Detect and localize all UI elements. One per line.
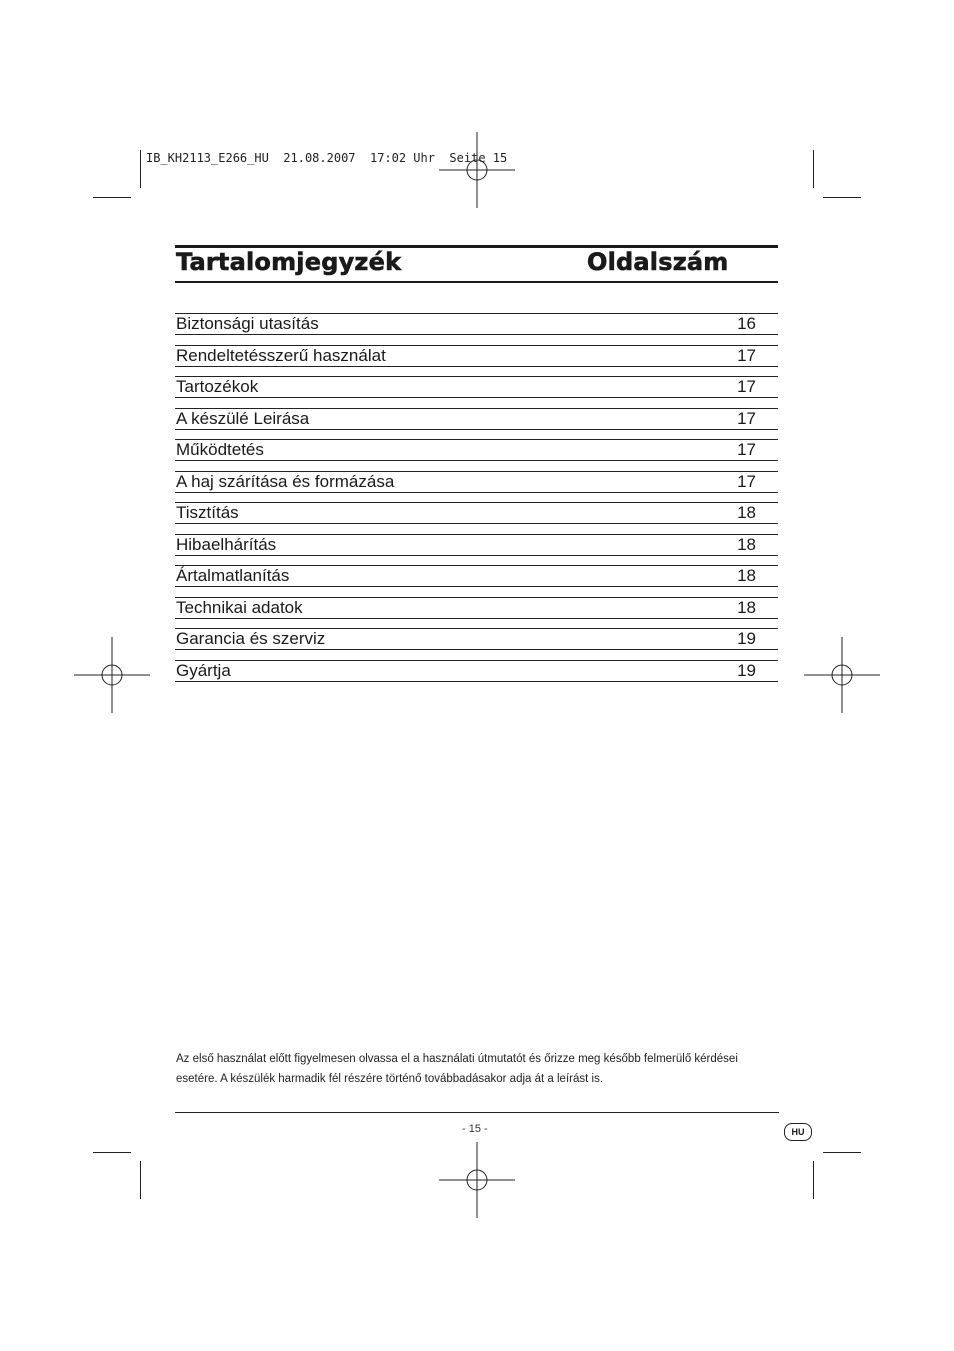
toc-entry-page: 18: [737, 597, 756, 617]
registration-mark-right: [804, 637, 880, 713]
page-column-heading: Oldalszám: [587, 248, 729, 276]
toc-entry-page: 19: [737, 660, 756, 680]
crop-mark-top-right-h: [823, 197, 861, 198]
toc-entry-title: Ártalmatlanítás: [176, 566, 290, 585]
toc-entry-page: 18: [737, 566, 756, 585]
toc-entry-title: Biztonsági utasítás: [176, 314, 319, 333]
toc-row: [175, 502, 778, 534]
registration-mark-left: [74, 637, 150, 713]
toc-row: [175, 376, 778, 408]
crop-mark-bottom-right-h: [823, 1152, 861, 1153]
registration-mark-bottom: [439, 1142, 515, 1218]
toc-row: [175, 345, 778, 377]
registration-mark-top: [439, 132, 515, 208]
toc-row: [175, 628, 778, 660]
toc-row: [175, 408, 778, 440]
toc-row: [175, 565, 778, 597]
toc-entry-page: 16: [737, 314, 756, 333]
crop-mark-bottom-left-v: [140, 1161, 141, 1199]
crop-mark-top-left-v: [140, 150, 141, 188]
toc-row: [175, 660, 778, 692]
toc-row: [175, 597, 778, 629]
page-number: - 15 -: [462, 1123, 488, 1135]
toc-entry-title: A haj szárítása és formázása: [176, 471, 395, 491]
toc-entry-title: Működtetés: [176, 440, 264, 459]
toc-entry-title: Tartozékok: [176, 377, 259, 396]
footer-rule: [175, 1112, 779, 1113]
toc-entry-page: 17: [737, 471, 756, 491]
toc-entry-page: 17: [737, 408, 756, 428]
toc-entry-title: Technikai adatok: [176, 597, 303, 617]
toc-entry-title: Hibaelhárítás: [176, 534, 277, 554]
toc-entry-page: 19: [737, 629, 756, 648]
toc-entry-page: 17: [737, 345, 756, 365]
usage-note: Az első használat előtt figyelmesen olvassa el a használati útmutatót és őrizze meg később felmerülő kérdései esetére. A készülék harmadik fél részére történő továbbadásakor adja át a leírást is.: [176, 1053, 738, 1085]
toc-entry-title: A készülé Leirása: [176, 408, 310, 428]
print-slug: IB_KH2113_E266_HU 21.08.2007 17:02 Uhr Seite 15: [146, 151, 508, 165]
toc-row: [175, 313, 778, 345]
crop-mark-top-right-v: [813, 150, 814, 188]
crop-mark-bottom-right-v: [813, 1161, 814, 1199]
toc-entry-page: 18: [737, 534, 756, 554]
language-badge: HU: [784, 1123, 812, 1141]
toc-row: [175, 439, 778, 471]
toc-entry-title: Rendeltetésszerű használat: [176, 345, 386, 365]
toc-heading: Tartalomjegyzék: [176, 248, 402, 276]
toc-entry-title: Garancia és szerviz: [176, 629, 326, 648]
toc-entry-page: 17: [737, 377, 756, 396]
toc-entry-title: Tisztítás: [176, 503, 239, 522]
heading-rule-bottom: [175, 281, 778, 283]
crop-mark-bottom-left-h: [93, 1152, 131, 1153]
crop-mark-top-left-h: [93, 197, 131, 198]
table-of-contents: [175, 313, 778, 692]
toc-entry-page: 17: [737, 440, 756, 459]
toc-entry-title: Gyártja: [176, 660, 231, 680]
toc-row: [175, 534, 778, 566]
toc-entry-page: 18: [737, 503, 756, 522]
toc-row: [175, 471, 778, 503]
